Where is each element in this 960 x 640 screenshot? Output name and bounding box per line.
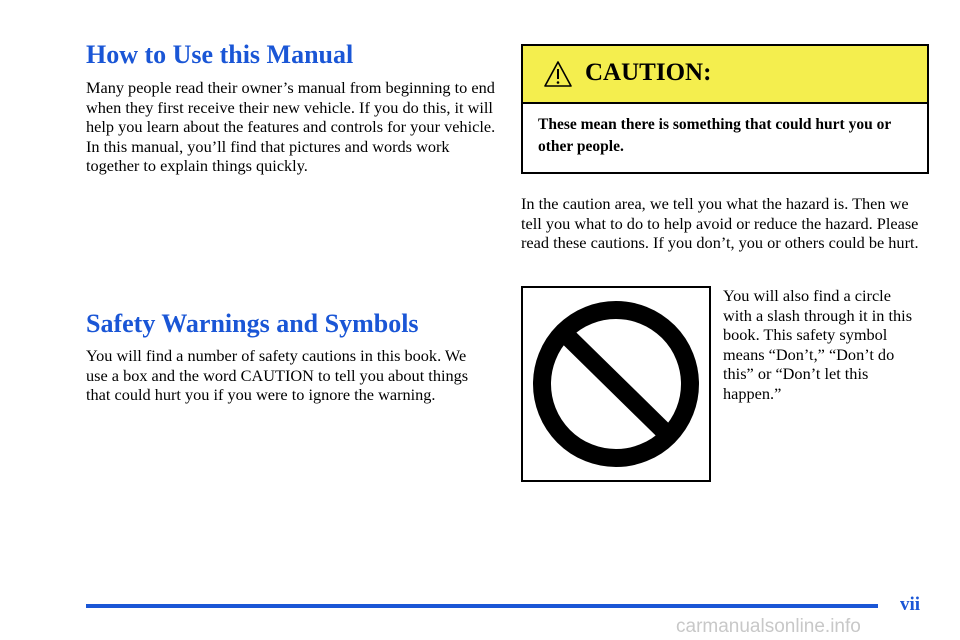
- caution-body: These mean there is something that could hurt you or other people.: [538, 116, 891, 155]
- how-to-use-paragraph: Many people read their owner’s manual from beginning to end when they first receive their new vehicle. If you do this, it will help you learn about the features and controls for your vehicle. In this manual, you’ll find that pictures and words work together to explain things quickly.: [86, 78, 496, 176]
- safety-warnings-paragraph: You will find a number of safety cautions in this book. We use a box and the word CAUTION to tell you about things that could hurt you if you were to ignore the warning.: [86, 346, 469, 405]
- page-number: vii: [900, 594, 921, 615]
- caution-header: [523, 46, 927, 104]
- watermark: carmanualsonline.info: [676, 616, 861, 637]
- circle-symbol-paragraph: You will also find a circle with a slash through it in this book. This safety symbol means “Don’t,” “Don’t do this” or “Don’t let this happen.”: [723, 286, 913, 403]
- caution-title: CAUTION:: [585, 59, 712, 86]
- how-to-use-heading: How to Use this Manual: [86, 40, 354, 69]
- footer-rule: [86, 604, 878, 608]
- prohibition-circle-icon: [523, 288, 709, 480]
- caution-area-paragraph: In the caution area, we tell you what the hazard is. Then we tell you what to do to help avoid or reduce the hazard. Please read these cautions. If you don’t, you or others could be hurt.: [521, 194, 919, 253]
- safety-symbol-box: [521, 286, 711, 482]
- warning-triangle-icon: [543, 60, 573, 88]
- safety-warnings-heading: Safety Warnings and Symbols: [86, 309, 419, 338]
- caution-box: [521, 44, 929, 174]
